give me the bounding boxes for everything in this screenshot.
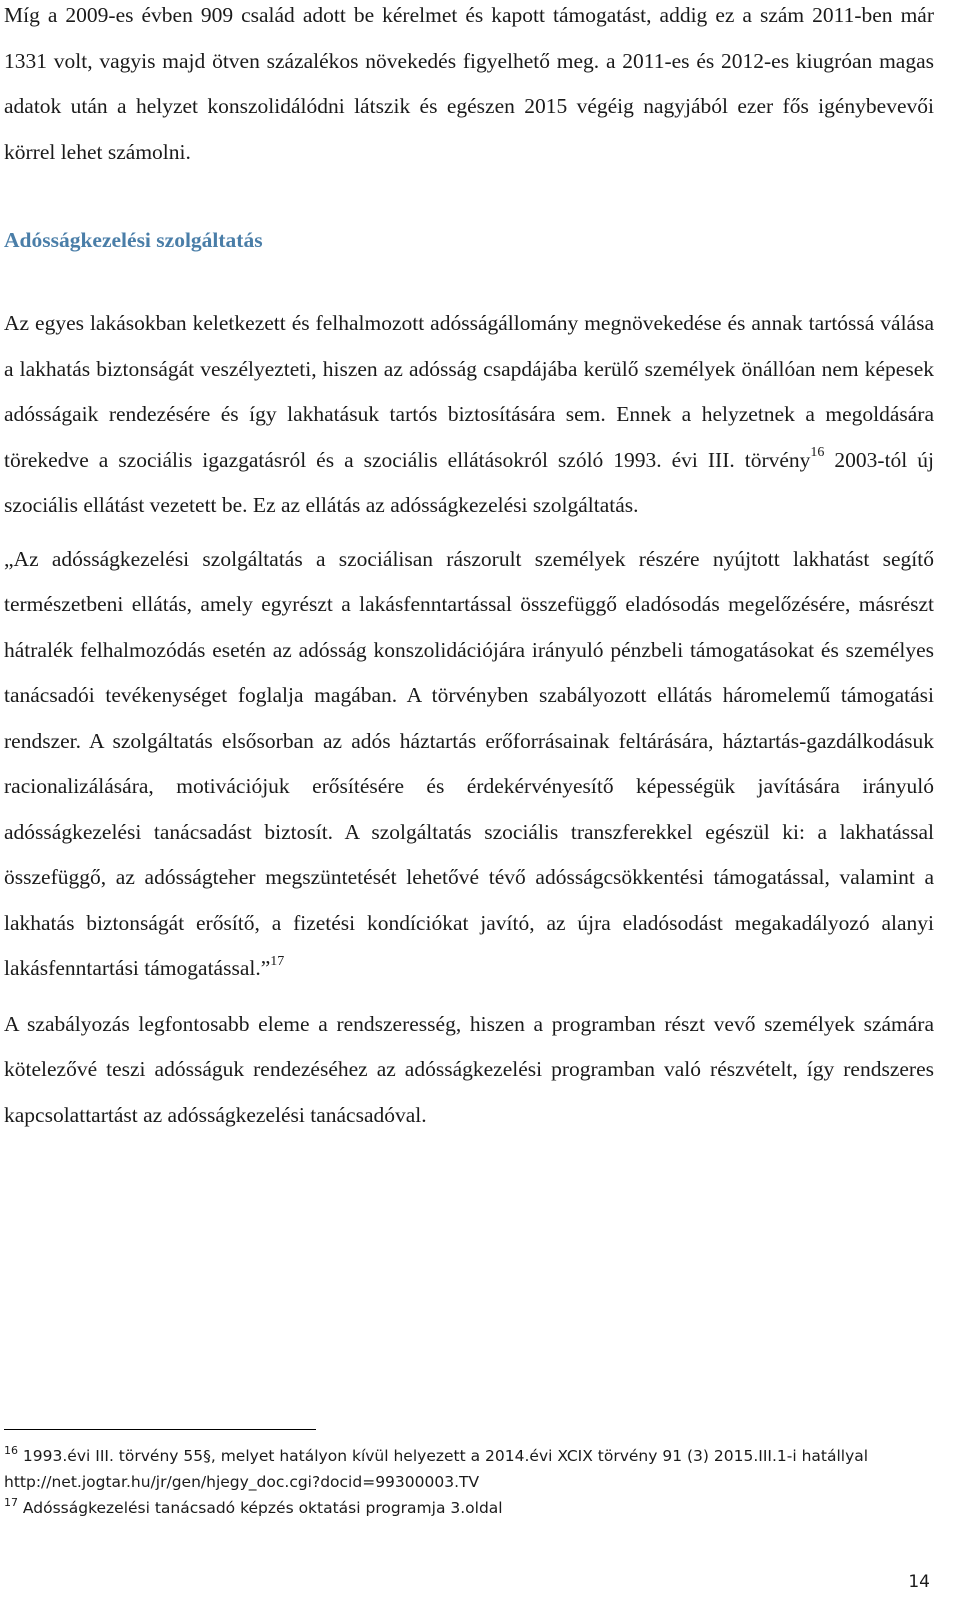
footnote-text: Adósságkezelési tanácsadó képzés oktatási programja 3.oldal — [18, 1499, 503, 1517]
section-text-part2: 2003-tól új szociális ellátást vezetett be. Ez az ellátás az adósságkezelési szolgáltatás. — [4, 447, 934, 517]
intro-paragraph: Míg a 2009-es évben 909 család adott be kérelmet és kapott támogatást, addig ez a szám 2011-ben már 1331 volt, vagyis majd ötven százalékos növekedés figyelhető meg. a 2011-es és 2012-es kiugróan magas adatok után a helyzet konszolidálódni látszik és egészen 2015 végéig nagyjából ezer fős igénybevevői körrel lehet számolni. — [4, 3, 934, 164]
quote-paragraph — [4, 537, 934, 992]
footnote-number: 17 — [4, 1495, 18, 1509]
footnote-text[interactable]: 1993.évi III. törvény 55§, melyet hatályon kívül helyezett a 2014.évi XCIX törvény 91 (3) 2015.III.1-i hatállyal http://net.jogtar.hu/jr/gen/hjegy_doc.cgi?docid=99300003.TV — [4, 1447, 869, 1491]
footnotes — [4, 1443, 934, 1521]
footnote-16 — [4, 1443, 934, 1495]
footnote-separator — [4, 1429, 316, 1430]
document-page — [4, 0, 934, 1138]
quote-text: „Az adósságkezelési szolgáltatás a szociálisan rászorult személyek részére nyújtott lakhatást segítő természetbeni ellátás, amely egyrészt a lakásfenntartással összefüggő eladósodás megelőzésére, másrészt hátralék felhalmozódás esetén az adósság konszolidációjára irányuló pénzbeli támogatásokat és személyes tanácsadói tevékenységet foglalja magában. A törvényben szabályozott ellátás háromelemű támogatási rendszer. A szolgáltatás elsősorban az adós háztartás erőforrásainak feltárására, háztartás-gazdálkodásuk racionalizálására, motivációjuk erősítésére és érdekérvényesítő képességük javítására irányuló adósságkezelési tanácsadást biztosít. A szolgáltatás szociális transzferekkel egészül ki: a lakhatással összefüggő, az adósságteher megszüntetését lehetővé tévő adósságcsökkentési támogatással, valamint a lakhatás biztonságát erősítő, a fizetési kondíciókat javító, az újra eladósodást megakadályozó alanyi lakásfenntartási támogatással.” — [4, 546, 934, 980]
footnote-number: 16 — [4, 1443, 18, 1457]
footnote-17 — [4, 1495, 934, 1521]
closing-paragraph: A szabályozás legfontosabb eleme a rendszeresség, hiszen a programban részt vevő személyek számára kötelezővé teszi adósságuk rendezéséhez az adósságkezelési programban való részvételt, így rendszeres kapcsolattartást az adósságkezelési tanácsadóval. — [4, 1011, 934, 1127]
page-number: 14 — [908, 1572, 930, 1592]
footnote-ref-16[interactable]: 16 — [810, 445, 825, 461]
section-heading: Adósságkezelési szolgáltatás — [4, 228, 263, 252]
section-paragraph — [4, 301, 934, 529]
section-text-part1: Az egyes lakásokban keletkezett és felhalmozott adósságállomány megnövekedése és annak tartóssá válása a lakhatás biztonságát veszélyezteti, hiszen az adósság csapdájába kerülő személyek önállóan nem képesek adósságaik rendezésére és így lakhatásuk tartós biztosítására sem. Ennek a helyzetnek a megoldására törekedve a szociális igazgatásról és a szociális ellátásokról szóló 1993. évi III. törvény — [4, 311, 934, 472]
footnote-ref-17[interactable]: 17 — [270, 953, 285, 969]
